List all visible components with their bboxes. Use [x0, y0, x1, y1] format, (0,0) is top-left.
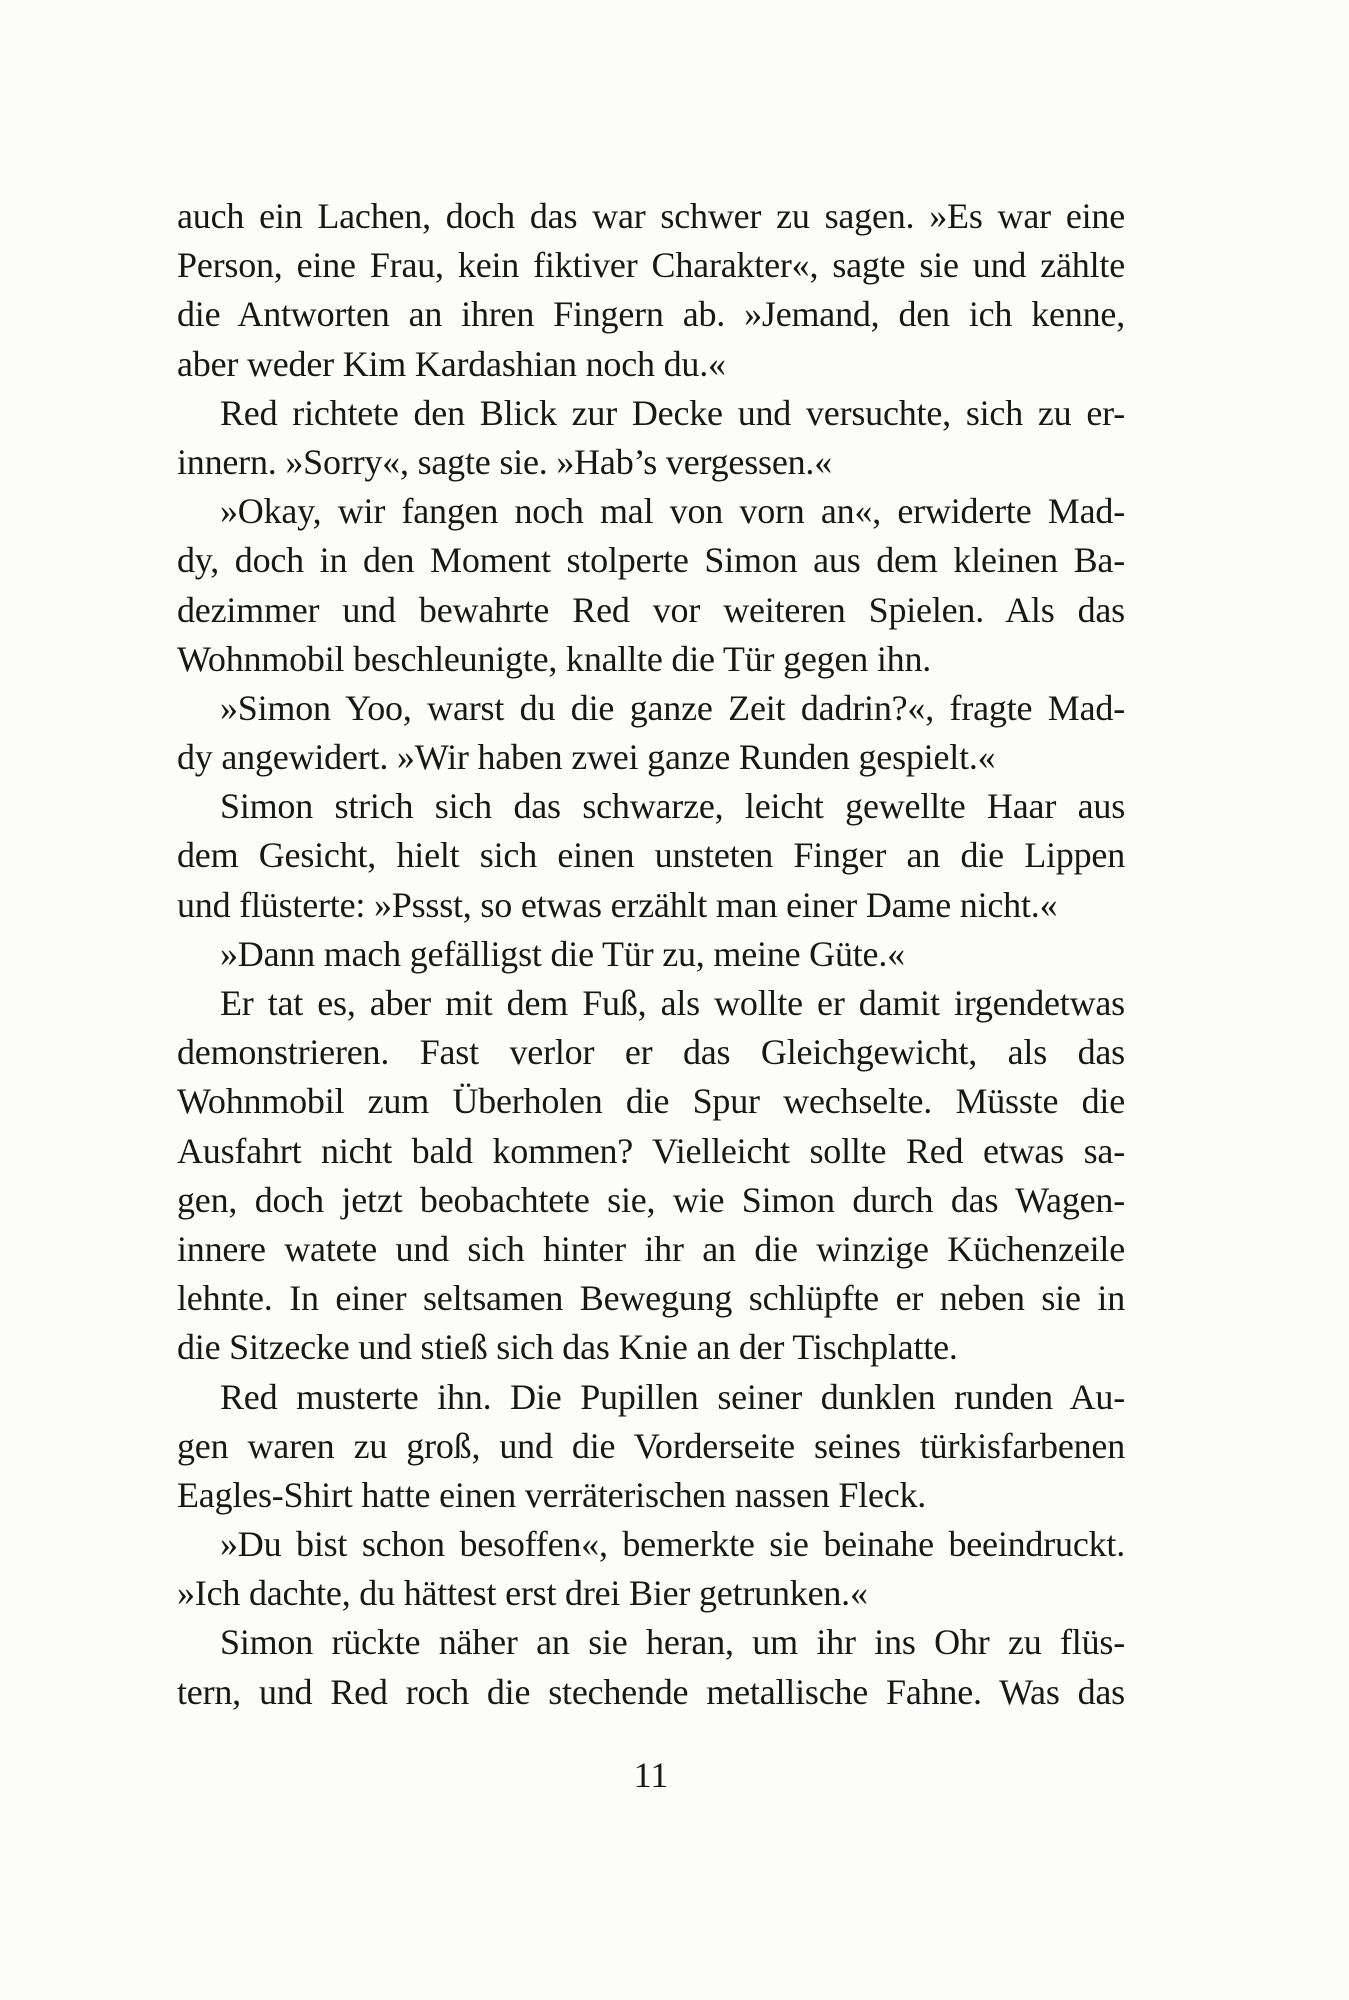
- text-line: Wohnmobil zum Überholen die Spur wechselte. Müsste die: [177, 1081, 1125, 1122]
- text-line: gen waren zu groß, und die Vorderseite seines türkisfarbenen: [177, 1425, 1125, 1466]
- text-line: Er tat es, aber mit dem Fuß, als wollte er damit irgendetwas: [220, 983, 1125, 1023]
- text-line: lehnte. In einer seltsamen Bewegung schlüpfte er neben sie in: [177, 1278, 1125, 1319]
- text-line: gen, doch jetzt beobachtete sie, wie Simon durch das Wagen-: [177, 1179, 1125, 1220]
- text-line: demonstrieren. Fast verlor er das Gleichgewicht, als das: [177, 1032, 1125, 1073]
- page-number: 11: [633, 1755, 669, 1795]
- text-line: dezimmer und bewahrte Red vor weiteren Spielen. Als das: [177, 589, 1125, 630]
- text-line: »Simon Yoo, warst du die ganze Zeit dadrin?«, fragte Mad-: [220, 687, 1125, 728]
- text-line: dem Gesicht, hielt sich einen unsteten Finger an die Lippen: [177, 835, 1125, 876]
- text-line: innere watete und sich hinter ihr an die winzige Küchenzeile: [177, 1228, 1125, 1269]
- page-text: [177, 192, 1125, 1717]
- text-line: und flüsterte: »Pssst, so etwas erzählt man einer Dame nicht.«: [177, 884, 1058, 925]
- text-line: die Antworten an ihren Fingern ab. »Jemand, den ich kenne,: [177, 294, 1125, 335]
- text-line: Eagles-Shirt hatte einen verräterischen nassen Fleck.: [177, 1474, 927, 1515]
- text-line: Wohnmobil beschleunigte, knallte die Tür gegen ihn.: [177, 638, 932, 679]
- text-line: auch ein Lachen, doch das war schwer zu sagen. »Es war eine: [177, 196, 1125, 236]
- text-line: tern, und Red roch die stechende metallische Fahne. Was das: [177, 1671, 1125, 1712]
- text-line: Person, eine Frau, kein fiktiver Charakter«, sagte sie und zählte: [177, 245, 1125, 286]
- text-line: die Sitzecke und stieß sich das Knie an der Tischplatte.: [177, 1327, 958, 1368]
- text-line: Ausfahrt nicht bald kommen? Vielleicht sollte Red etwas sa-: [177, 1130, 1125, 1171]
- text-line: »Dann mach gefälligst die Tür zu, meine Güte.«: [220, 933, 905, 974]
- text-line: dy, doch in den Moment stolperte Simon aus dem kleinen Ba-: [177, 540, 1125, 581]
- text-line: »Du bist schon besoffen«, bemerkte sie beinahe beeindruckt.: [220, 1524, 1125, 1565]
- text-line: Red richtete den Blick zur Decke und versuchte, sich zu er-: [220, 392, 1125, 433]
- text-line: innern. »Sorry«, sagte sie. »Hab’s vergessen.«: [177, 441, 833, 482]
- text-line: Red musterte ihn. Die Pupillen seiner dunklen runden Au-: [220, 1376, 1125, 1417]
- text-line: Simon rückte näher an sie heran, um ihr ins Ohr zu flüs-: [220, 1622, 1125, 1663]
- text-line: Simon strich sich das schwarze, leicht gewellte Haar aus: [220, 786, 1125, 827]
- text-line: aber weder Kim Kardashian noch du.«: [177, 343, 726, 384]
- text-line: »Ich dachte, du hättest erst drei Bier getrunken.«: [177, 1573, 868, 1614]
- text-line: dy angewidert. »Wir haben zwei ganze Runden gespielt.«: [177, 737, 996, 778]
- text-line: »Okay, wir fangen noch mal von vorn an«, erwiderte Mad-: [220, 491, 1125, 532]
